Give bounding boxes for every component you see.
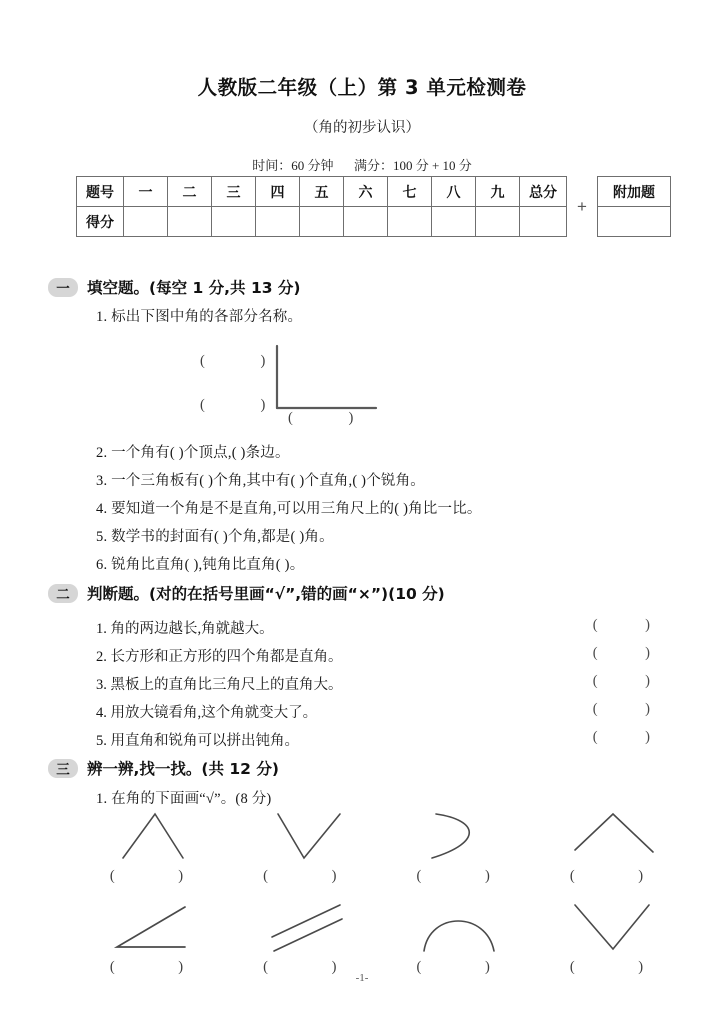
wide-v-angle-icon — [559, 901, 669, 957]
true-false-item-1 — [96, 617, 672, 638]
score-cell-7[interactable] — [388, 207, 432, 237]
score-col-6: 六 — [344, 177, 388, 207]
section-title-1: 填空题。(每空 1 分,共 13 分) — [87, 279, 301, 297]
section-heading-1 — [48, 276, 301, 298]
true-false-answer-3[interactable]: ( ) — [592, 673, 672, 689]
true-false-item-4 — [96, 701, 672, 722]
question-1-5[interactable]: 5. 数学书的封面有( )个角,都是( )角。 — [96, 529, 334, 545]
true-false-answer-2[interactable]: ( ) — [592, 645, 672, 661]
score-col-7: 七 — [388, 177, 432, 207]
section-badge-2: 二 — [48, 584, 78, 603]
shape-paren-5[interactable]: ( ) — [109, 959, 214, 975]
shape-cell-4[interactable] — [544, 808, 684, 885]
shape-paren-3[interactable]: ( ) — [416, 868, 520, 884]
page-title: 人教版二年级（上）第 3 单元检测卷 — [197, 76, 527, 99]
row-label-score: 得分 — [77, 207, 124, 237]
question-1-1: 1. 标出下图中角的各部分名称。 — [96, 309, 303, 325]
extra-score-cell[interactable] — [598, 207, 671, 237]
row-label-question-no: 题号 — [77, 177, 124, 207]
score-col-5: 五 — [300, 177, 344, 207]
extra-header-row — [598, 177, 671, 207]
true-false-answer-4[interactable]: ( ) — [592, 701, 672, 717]
score-table — [76, 176, 567, 237]
score-col-total: 总分 — [520, 177, 567, 207]
score-col-1: 一 — [124, 177, 168, 207]
score-col-3: 三 — [212, 177, 256, 207]
score-cell-6[interactable] — [344, 207, 388, 237]
shape-cell-5[interactable] — [84, 901, 224, 976]
figure-blank-vertex[interactable]: ( ) — [200, 397, 292, 413]
score-col-4: 四 — [256, 177, 300, 207]
true-false-item-5 — [96, 729, 672, 750]
shape-row-2 — [84, 901, 684, 976]
true-false-text-4: 4. 用放大镜看角,这个角就变大了。 — [96, 705, 318, 721]
question-1-6[interactable]: 6. 锐角比直角( ),钝角比直角( )。 — [96, 557, 305, 573]
true-false-item-3 — [96, 673, 672, 694]
v-angle-icon — [252, 808, 362, 866]
score-col-9: 九 — [476, 177, 520, 207]
extra-question-table — [597, 176, 671, 237]
shape-paren-1[interactable]: ( ) — [109, 868, 214, 884]
page-footer: -1- — [355, 972, 369, 984]
score-cell-3[interactable] — [212, 207, 256, 237]
question-1-4[interactable]: 4. 要知道一个角是不是直角,可以用三角尺上的( )角比一比。 — [96, 501, 482, 517]
figure-blank-ray[interactable]: ( ) — [288, 410, 380, 426]
shape-cell-2[interactable] — [237, 808, 377, 885]
score-cell-total[interactable] — [520, 207, 567, 237]
section-heading-2 — [48, 582, 445, 604]
plus-sign: + — [577, 196, 587, 216]
wide-peak-angle-icon — [559, 808, 669, 866]
angle-figure — [180, 340, 420, 440]
true-false-text-1: 1. 角的两边越长,角就越大。 — [96, 621, 274, 637]
page-subtitle: （角的初步认识） — [304, 120, 420, 136]
shape-paren-2[interactable]: ( ) — [263, 868, 367, 884]
peak-angle-icon — [99, 808, 209, 866]
dome-curve-icon — [406, 901, 516, 957]
acute-angle-icon — [99, 901, 209, 957]
question-3-1: 1. 在角的下面画“√”。(8 分) — [96, 791, 272, 807]
shape-row-1 — [84, 808, 684, 885]
true-false-text-5: 5. 用直角和锐角可以拼出钝角。 — [96, 733, 299, 749]
score-cell-9[interactable] — [476, 207, 520, 237]
score-cell-4[interactable] — [256, 207, 300, 237]
true-false-answer-1[interactable]: ( ) — [592, 617, 672, 633]
extra-label: 附加题 — [598, 177, 671, 207]
shape-paren-6[interactable]: ( ) — [263, 959, 367, 975]
figure-blank-side[interactable]: ( ) — [200, 353, 292, 369]
question-1-3[interactable]: 3. 一个三角板有( )个角,其中有( )个直角,( )个锐角。 — [96, 473, 425, 489]
score-table-wrapper — [76, 176, 671, 237]
score-cell-1[interactable] — [124, 207, 168, 237]
score-cell-5[interactable] — [300, 207, 344, 237]
shape-cell-8[interactable] — [544, 901, 684, 976]
section-title-3: 辨一辨,找一找。(共 12 分) — [87, 760, 279, 778]
section-title-2: 判断题。(对的在括号里画“√”,错的画“×”)(10 分) — [87, 585, 445, 603]
time-label: 时间：60 分钟 — [252, 158, 334, 173]
exam-meta — [0, 155, 724, 174]
extra-value-row — [598, 207, 671, 237]
score-table-header-row — [77, 177, 567, 207]
score-cell-8[interactable] — [432, 207, 476, 237]
shape-grid — [84, 808, 684, 976]
question-1-2[interactable]: 2. 一个角有( )个顶点,( )条边。 — [96, 445, 290, 461]
true-false-text-3: 3. 黑板上的直角比三角尺上的直角大。 — [96, 677, 343, 693]
true-false-text-2: 2. 长方形和正方形的四个角都是直角。 — [96, 649, 343, 665]
shape-cell-6[interactable] — [237, 901, 377, 976]
shape-cell-3[interactable] — [391, 808, 531, 885]
true-false-answer-5[interactable]: ( ) — [592, 729, 672, 745]
curved-arc-icon — [406, 808, 516, 866]
section-badge-3: 三 — [48, 759, 78, 778]
true-false-item-2 — [96, 645, 672, 666]
shape-cell-1[interactable] — [84, 808, 224, 885]
shape-paren-4[interactable]: ( ) — [569, 868, 674, 884]
score-cell-2[interactable] — [168, 207, 212, 237]
score-table-value-row — [77, 207, 567, 237]
section-heading-3 — [48, 757, 279, 779]
section-badge-1: 一 — [48, 278, 78, 297]
shape-paren-7[interactable]: ( ) — [416, 959, 520, 975]
parallel-lines-icon — [252, 901, 362, 957]
score-col-2: 二 — [168, 177, 212, 207]
total-score-label: 满分：100 分 + 10 分 — [353, 158, 472, 173]
score-col-8: 八 — [432, 177, 476, 207]
shape-paren-8[interactable]: ( ) — [569, 959, 674, 975]
shape-cell-7[interactable] — [391, 901, 531, 976]
